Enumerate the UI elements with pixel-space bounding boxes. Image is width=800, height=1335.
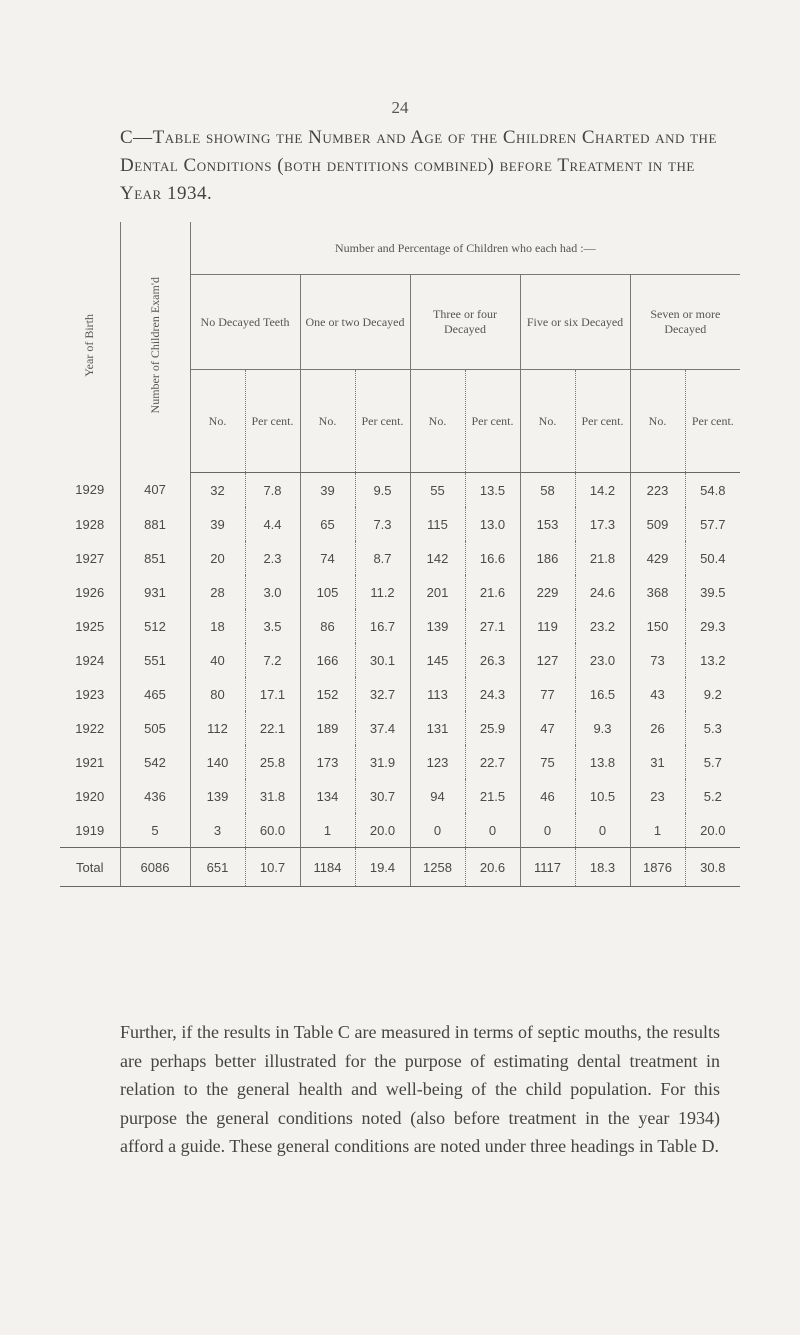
percent-cell: 23.0 — [575, 643, 630, 677]
count-cell: 86 — [300, 609, 355, 643]
group-3-header: Five or six Decayed — [520, 275, 630, 370]
examined-cell: 931 — [120, 575, 190, 609]
table-row — [60, 643, 740, 677]
percent-cell: 5.7 — [685, 745, 740, 779]
per-cent-header: Per cent. — [685, 370, 740, 473]
count-cell: 65 — [300, 507, 355, 541]
count-cell: 1 — [630, 813, 685, 848]
percent-cell: 4.4 — [245, 507, 300, 541]
percent-cell: 29.3 — [685, 609, 740, 643]
percent-cell: 16.7 — [355, 609, 410, 643]
year-cell: 1919 — [75, 822, 105, 838]
percent-cell: 24.6 — [575, 575, 630, 609]
table-row — [60, 575, 740, 609]
percent-cell: 20.6 — [465, 848, 520, 887]
count-cell: 31 — [630, 745, 685, 779]
count-cell: 173 — [300, 745, 355, 779]
count-cell: 139 — [410, 609, 465, 643]
percent-cell: 37.4 — [355, 711, 410, 745]
count-cell: 509 — [630, 507, 685, 541]
no-header: No. — [190, 370, 245, 473]
examined-cell: 505 — [120, 711, 190, 745]
count-cell: 153 — [520, 507, 575, 541]
table-row — [60, 473, 740, 508]
table-row — [60, 745, 740, 779]
examined-cell: 881 — [120, 507, 190, 541]
percent-cell: 22.7 — [465, 745, 520, 779]
percent-cell: 0 — [465, 813, 520, 848]
percent-cell: 11.2 — [355, 575, 410, 609]
percent-cell: 25.9 — [465, 711, 520, 745]
count-cell: 94 — [410, 779, 465, 813]
examined-cell: 465 — [120, 677, 190, 711]
year-cell: 1922 — [75, 720, 105, 736]
count-cell: 145 — [410, 643, 465, 677]
count-cell: 651 — [190, 848, 245, 887]
percent-cell: 10.7 — [245, 848, 300, 887]
percent-cell: 5.3 — [685, 711, 740, 745]
year-cell: 1929 — [75, 482, 105, 498]
percent-cell: 30.1 — [355, 643, 410, 677]
year-cell: 1921 — [75, 754, 105, 770]
count-cell: 1258 — [410, 848, 465, 887]
count-cell: 28 — [190, 575, 245, 609]
count-cell: 55 — [410, 473, 465, 508]
percent-cell: 13.2 — [685, 643, 740, 677]
count-cell: 189 — [300, 711, 355, 745]
percent-cell: 13.5 — [465, 473, 520, 508]
percent-cell: 25.8 — [245, 745, 300, 779]
percent-cell: 7.8 — [245, 473, 300, 508]
count-cell: 152 — [300, 677, 355, 711]
count-cell: 113 — [410, 677, 465, 711]
percent-cell: 16.6 — [465, 541, 520, 575]
count-cell: 0 — [520, 813, 575, 848]
no-header: No. — [630, 370, 685, 473]
count-cell: 201 — [410, 575, 465, 609]
examined-cell: 436 — [120, 779, 190, 813]
percent-cell: 17.1 — [245, 677, 300, 711]
count-cell: 74 — [300, 541, 355, 575]
count-cell: 115 — [410, 507, 465, 541]
no-header: No. — [520, 370, 575, 473]
count-cell: 142 — [410, 541, 465, 575]
body-paragraph: Further, if the results in Table C are measured in terms of septic mouths, the results are perhaps better illustrated for the purpose of estimating dental treatment in relation to the general health and well-being of the child population. For this purpose the general conditions noted (also before treatment in the year 1934) afford a guide. These general conditions are noted under three headings in Table D. — [120, 1022, 720, 1156]
percent-cell: 18.3 — [575, 848, 630, 887]
year-cell: 1926 — [75, 584, 105, 600]
year-cell: 1928 — [75, 516, 105, 532]
examined-cell: 542 — [120, 745, 190, 779]
count-cell: 140 — [190, 745, 245, 779]
count-cell: 80 — [190, 677, 245, 711]
year-cell: 1925 — [75, 618, 105, 634]
dental-conditions-table — [60, 222, 740, 887]
count-cell: 46 — [520, 779, 575, 813]
percent-cell: 24.3 — [465, 677, 520, 711]
examined-cell: 851 — [120, 541, 190, 575]
percent-cell: 7.3 — [355, 507, 410, 541]
percent-cell: 21.8 — [575, 541, 630, 575]
percent-cell: 0 — [575, 813, 630, 848]
percent-cell: 20.0 — [355, 813, 410, 848]
group-1-header: One or two Decayed — [300, 275, 410, 370]
count-cell: 1 — [300, 813, 355, 848]
count-cell: 3 — [190, 813, 245, 848]
count-cell: 18 — [190, 609, 245, 643]
percent-cell: 22.1 — [245, 711, 300, 745]
group-header: Number and Percentage of Children who each had :— — [190, 222, 740, 275]
count-cell: 39 — [190, 507, 245, 541]
count-cell: 75 — [520, 745, 575, 779]
year-cell: 1920 — [75, 788, 105, 804]
year-of-birth-header: Year of Birth — [82, 313, 97, 377]
percent-cell: 54.8 — [685, 473, 740, 508]
count-cell: 77 — [520, 677, 575, 711]
percent-cell: 20.0 — [685, 813, 740, 848]
percent-cell: 17.3 — [575, 507, 630, 541]
count-cell: 0 — [410, 813, 465, 848]
percent-cell: 9.2 — [685, 677, 740, 711]
percent-cell: 30.8 — [685, 848, 740, 887]
count-cell: 123 — [410, 745, 465, 779]
table-row — [60, 779, 740, 813]
percent-cell: 3.5 — [245, 609, 300, 643]
percent-cell: 50.4 — [685, 541, 740, 575]
per-cent-header: Per cent. — [465, 370, 520, 473]
count-cell: 131 — [410, 711, 465, 745]
percent-cell: 26.3 — [465, 643, 520, 677]
group-2-header: Three or four Decayed — [410, 275, 520, 370]
per-cent-header: Per cent. — [575, 370, 630, 473]
examined-cell: 512 — [120, 609, 190, 643]
table-row — [60, 541, 740, 575]
count-cell: 223 — [630, 473, 685, 508]
year-cell: 1927 — [75, 550, 105, 566]
group-4-header: Seven or more Decayed — [630, 275, 740, 370]
no-header: No. — [300, 370, 355, 473]
percent-cell: 13.8 — [575, 745, 630, 779]
no-header: No. — [410, 370, 465, 473]
year-cell: Total — [60, 848, 120, 887]
count-cell: 43 — [630, 677, 685, 711]
count-cell: 1117 — [520, 848, 575, 887]
children-examined-header: Number of Children Exam'd — [120, 222, 190, 473]
table-row — [60, 609, 740, 643]
count-cell: 127 — [520, 643, 575, 677]
count-cell: 40 — [190, 643, 245, 677]
page-number: 24 — [391, 98, 409, 117]
count-cell: 368 — [630, 575, 685, 609]
percent-cell: 60.0 — [245, 813, 300, 848]
year-cell: 1924 — [75, 652, 105, 668]
percent-cell: 2.3 — [245, 541, 300, 575]
percent-cell: 7.2 — [245, 643, 300, 677]
examined-cell: 551 — [120, 643, 190, 677]
count-cell: 39 — [300, 473, 355, 508]
table-row — [60, 813, 740, 848]
percent-cell: 5.2 — [685, 779, 740, 813]
count-cell: 112 — [190, 711, 245, 745]
count-cell: 150 — [630, 609, 685, 643]
table-row — [60, 507, 740, 541]
count-cell: 229 — [520, 575, 575, 609]
count-cell: 1184 — [300, 848, 355, 887]
count-cell: 20 — [190, 541, 245, 575]
percent-cell: 57.7 — [685, 507, 740, 541]
percent-cell: 32.7 — [355, 677, 410, 711]
percent-cell: 8.7 — [355, 541, 410, 575]
percent-cell: 3.0 — [245, 575, 300, 609]
examined-cell: 6086 — [120, 848, 190, 887]
percent-cell: 14.2 — [575, 473, 630, 508]
count-cell: 105 — [300, 575, 355, 609]
count-cell: 134 — [300, 779, 355, 813]
table-row — [60, 677, 740, 711]
percent-cell: 9.5 — [355, 473, 410, 508]
per-cent-header: Per cent. — [355, 370, 410, 473]
year-cell: 1923 — [75, 686, 105, 702]
percent-cell: 27.1 — [465, 609, 520, 643]
percent-cell: 21.6 — [465, 575, 520, 609]
count-cell: 47 — [520, 711, 575, 745]
count-cell: 1876 — [630, 848, 685, 887]
count-cell: 429 — [630, 541, 685, 575]
count-cell: 32 — [190, 473, 245, 508]
count-cell: 139 — [190, 779, 245, 813]
percent-cell: 39.5 — [685, 575, 740, 609]
per-cent-header: Per cent. — [245, 370, 300, 473]
examined-cell: 407 — [120, 473, 190, 508]
percent-cell: 9.3 — [575, 711, 630, 745]
percent-cell: 16.5 — [575, 677, 630, 711]
examined-cell: 5 — [120, 813, 190, 848]
percent-cell: 19.4 — [355, 848, 410, 887]
percent-cell: 23.2 — [575, 609, 630, 643]
total-row — [60, 848, 740, 887]
percent-cell: 31.8 — [245, 779, 300, 813]
group-0-header: No Decayed Teeth — [190, 275, 300, 370]
count-cell: 58 — [520, 473, 575, 508]
count-cell: 166 — [300, 643, 355, 677]
percent-cell: 21.5 — [465, 779, 520, 813]
percent-cell: 13.0 — [465, 507, 520, 541]
count-cell: 73 — [630, 643, 685, 677]
percent-cell: 10.5 — [575, 779, 630, 813]
percent-cell: 30.7 — [355, 779, 410, 813]
count-cell: 186 — [520, 541, 575, 575]
count-cell: 23 — [630, 779, 685, 813]
table-row — [60, 711, 740, 745]
count-cell: 26 — [630, 711, 685, 745]
table-caption: C—Table showing the Number and Age of the Children Charted and the Dental Conditions (both dentitions combined) before Treatment in the Year 1934. — [120, 127, 717, 204]
percent-cell: 31.9 — [355, 745, 410, 779]
count-cell: 119 — [520, 609, 575, 643]
